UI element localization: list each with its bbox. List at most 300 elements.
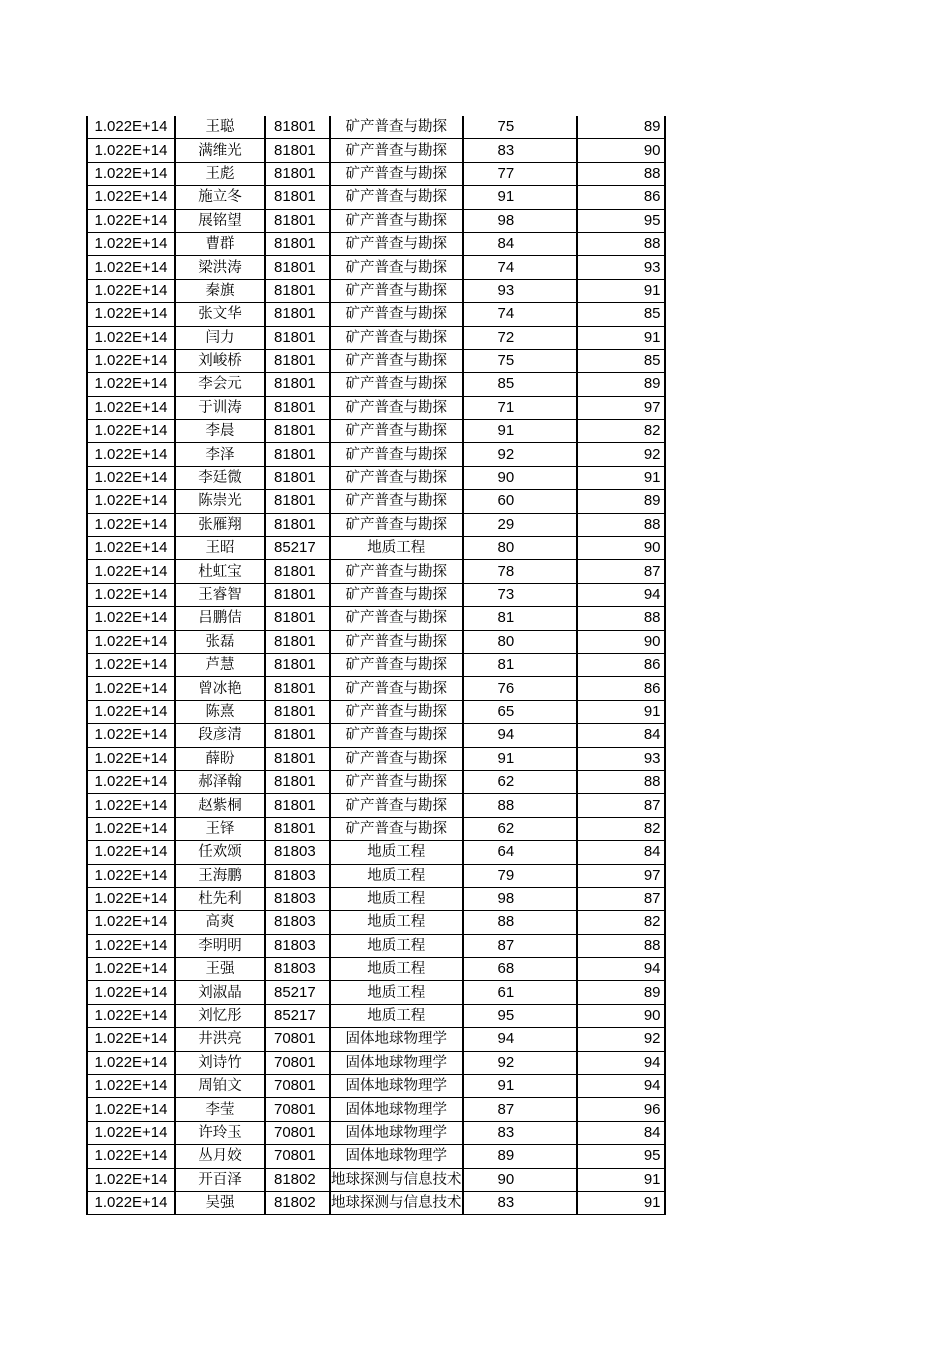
student-id-cell: 1.022E+14 xyxy=(87,279,175,302)
major-name-cell xyxy=(330,724,463,747)
major-name-text: 固体地球物理学 xyxy=(345,1054,447,1071)
score-2-cell: 89 xyxy=(577,373,665,396)
score-1-cell: 92 xyxy=(463,443,577,466)
major-name-cell xyxy=(330,1168,463,1191)
table-row xyxy=(87,1121,665,1144)
table-row xyxy=(87,420,665,443)
student-name-cell: 郝泽翰 xyxy=(175,770,265,793)
table-row xyxy=(87,911,665,934)
student-id-cell: 1.022E+14 xyxy=(87,537,175,560)
major-name-cell xyxy=(330,934,463,957)
student-id-cell: 1.022E+14 xyxy=(87,326,175,349)
table-row xyxy=(87,653,665,676)
student-id-cell: 1.022E+14 xyxy=(87,911,175,934)
score-2-cell: 86 xyxy=(577,186,665,209)
major-name-cell xyxy=(330,162,463,185)
table-row xyxy=(87,981,665,1004)
table-row xyxy=(87,396,665,419)
table-row xyxy=(87,1098,665,1121)
major-name-text: 矿产普查与勘探 xyxy=(345,212,447,229)
table-row xyxy=(87,139,665,162)
score-2-cell: 87 xyxy=(577,560,665,583)
table-row xyxy=(87,279,665,302)
table-row xyxy=(87,794,665,817)
major-code-cell: 81803 xyxy=(265,841,330,864)
student-id-cell: 1.022E+14 xyxy=(87,630,175,653)
table-row xyxy=(87,256,665,279)
major-code-cell: 81801 xyxy=(265,583,330,606)
major-code-cell: 81801 xyxy=(265,373,330,396)
student-id-cell: 1.022E+14 xyxy=(87,1121,175,1144)
student-name-cell: 刘峻桥 xyxy=(175,349,265,372)
student-name-cell: 曹群 xyxy=(175,232,265,255)
major-code-cell: 81801 xyxy=(265,162,330,185)
score-1-cell: 98 xyxy=(463,209,577,232)
major-name-text: 矿产普查与勘探 xyxy=(345,423,447,440)
major-name-cell xyxy=(330,1051,463,1074)
student-name-cell: 李廷微 xyxy=(175,466,265,489)
score-1-cell: 94 xyxy=(463,724,577,747)
student-name-cell: 展铭望 xyxy=(175,209,265,232)
student-name-cell: 周铂文 xyxy=(175,1075,265,1098)
score-2-cell: 88 xyxy=(577,232,665,255)
table-row xyxy=(87,724,665,747)
major-name-text: 矿产普查与勘探 xyxy=(345,142,447,159)
major-name-text: 矿产普查与勘探 xyxy=(345,353,447,370)
major-code-cell: 81801 xyxy=(265,232,330,255)
student-name-cell: 王聪 xyxy=(175,116,265,139)
score-1-cell: 89 xyxy=(463,1145,577,1168)
score-1-cell: 91 xyxy=(463,186,577,209)
score-2-cell: 82 xyxy=(577,817,665,840)
score-2-cell: 82 xyxy=(577,420,665,443)
major-name-text: 地质工程 xyxy=(367,1008,426,1025)
student-name-cell: 薛盼 xyxy=(175,747,265,770)
major-name-cell xyxy=(330,1075,463,1098)
major-name-text: 矿产普查与勘探 xyxy=(345,703,447,720)
student-name-cell: 施立冬 xyxy=(175,186,265,209)
student-name-cell: 杜先利 xyxy=(175,887,265,910)
major-name-text: 矿产普查与勘探 xyxy=(345,329,447,346)
student-id-cell: 1.022E+14 xyxy=(87,1004,175,1027)
major-code-cell: 81801 xyxy=(265,326,330,349)
score-1-cell: 85 xyxy=(463,373,577,396)
student-name-cell: 高爽 xyxy=(175,911,265,934)
major-name-cell xyxy=(330,490,463,513)
student-id-cell: 1.022E+14 xyxy=(87,1145,175,1168)
student-name-cell: 王海鹏 xyxy=(175,864,265,887)
score-2-cell: 97 xyxy=(577,396,665,419)
table-row xyxy=(87,162,665,185)
student-id-cell: 1.022E+14 xyxy=(87,209,175,232)
major-code-cell: 81801 xyxy=(265,700,330,723)
major-name-text: 矿产普查与勘探 xyxy=(345,563,447,580)
score-1-cell: 87 xyxy=(463,934,577,957)
score-2-cell: 91 xyxy=(577,1191,665,1214)
score-1-cell: 68 xyxy=(463,958,577,981)
student-id-cell: 1.022E+14 xyxy=(87,232,175,255)
table-row xyxy=(87,349,665,372)
major-code-cell: 81801 xyxy=(265,466,330,489)
major-name-cell xyxy=(330,560,463,583)
score-2-cell: 92 xyxy=(577,443,665,466)
major-name-text: 地球探测与信息技术 xyxy=(331,1171,462,1188)
major-name-cell xyxy=(330,116,463,139)
student-name-cell: 芦慧 xyxy=(175,653,265,676)
student-id-cell: 1.022E+14 xyxy=(87,396,175,419)
major-code-cell: 81801 xyxy=(265,747,330,770)
student-id-cell: 1.022E+14 xyxy=(87,1098,175,1121)
table-row xyxy=(87,958,665,981)
score-2-cell: 92 xyxy=(577,1028,665,1051)
score-1-cell: 98 xyxy=(463,887,577,910)
major-code-cell: 81803 xyxy=(265,911,330,934)
major-name-text: 矿产普查与勘探 xyxy=(345,633,447,650)
score-1-cell: 94 xyxy=(463,1028,577,1051)
major-name-cell xyxy=(330,887,463,910)
major-name-cell xyxy=(330,864,463,887)
major-name-text: 固体地球物理学 xyxy=(345,1031,447,1048)
student-name-cell: 许玲玉 xyxy=(175,1121,265,1144)
table-row xyxy=(87,209,665,232)
major-name-cell xyxy=(330,958,463,981)
score-1-cell: 65 xyxy=(463,700,577,723)
major-code-cell: 70801 xyxy=(265,1121,330,1144)
table-row xyxy=(87,583,665,606)
table-row xyxy=(87,490,665,513)
major-name-cell xyxy=(330,607,463,630)
student-name-cell: 开百泽 xyxy=(175,1168,265,1191)
student-name-cell: 秦旗 xyxy=(175,279,265,302)
score-2-cell: 91 xyxy=(577,326,665,349)
major-code-cell: 81802 xyxy=(265,1191,330,1214)
student-id-cell: 1.022E+14 xyxy=(87,466,175,489)
score-2-cell: 90 xyxy=(577,1004,665,1027)
major-name-cell xyxy=(330,700,463,723)
major-code-cell: 85217 xyxy=(265,981,330,1004)
major-name-cell xyxy=(330,209,463,232)
major-name-text: 矿产普查与勘探 xyxy=(345,282,447,299)
student-name-cell: 陈熹 xyxy=(175,700,265,723)
score-2-cell: 89 xyxy=(577,116,665,139)
major-name-text: 矿产普查与勘探 xyxy=(345,470,447,487)
score-1-cell: 64 xyxy=(463,841,577,864)
score-1-cell: 88 xyxy=(463,911,577,934)
student-id-cell: 1.022E+14 xyxy=(87,420,175,443)
table-row xyxy=(87,116,665,139)
student-id-cell: 1.022E+14 xyxy=(87,1191,175,1214)
score-2-cell: 91 xyxy=(577,279,665,302)
table-row xyxy=(87,1004,665,1027)
major-name-cell xyxy=(330,981,463,1004)
table-row xyxy=(87,1075,665,1098)
student-name-cell: 闫力 xyxy=(175,326,265,349)
major-name-text: 固体地球物理学 xyxy=(345,1148,447,1165)
major-code-cell: 81801 xyxy=(265,794,330,817)
student-id-cell: 1.022E+14 xyxy=(87,583,175,606)
student-name-cell: 张文华 xyxy=(175,303,265,326)
student-id-cell: 1.022E+14 xyxy=(87,934,175,957)
student-name-cell: 李晨 xyxy=(175,420,265,443)
table-row xyxy=(87,1028,665,1051)
student-id-cell: 1.022E+14 xyxy=(87,794,175,817)
major-name-cell xyxy=(330,1004,463,1027)
student-name-cell: 张磊 xyxy=(175,630,265,653)
score-1-cell: 76 xyxy=(463,677,577,700)
major-name-text: 矿产普查与勘探 xyxy=(345,306,447,323)
major-name-cell xyxy=(330,841,463,864)
student-name-cell: 井洪亮 xyxy=(175,1028,265,1051)
student-id-cell: 1.022E+14 xyxy=(87,958,175,981)
score-2-cell: 94 xyxy=(577,958,665,981)
score-2-cell: 88 xyxy=(577,770,665,793)
score-1-cell: 83 xyxy=(463,139,577,162)
student-name-cell: 张雁翔 xyxy=(175,513,265,536)
student-name-cell: 杜虹宝 xyxy=(175,560,265,583)
major-code-cell: 81801 xyxy=(265,770,330,793)
major-name-text: 矿产普查与勘探 xyxy=(345,587,447,603)
major-name-cell xyxy=(330,186,463,209)
major-name-text: 地质工程 xyxy=(367,891,426,908)
student-id-cell: 1.022E+14 xyxy=(87,186,175,209)
major-code-cell: 70801 xyxy=(265,1075,330,1098)
score-1-cell: 79 xyxy=(463,864,577,887)
score-1-cell: 83 xyxy=(463,1121,577,1144)
score-1-cell: 80 xyxy=(463,630,577,653)
table-row xyxy=(87,630,665,653)
major-name-text: 地质工程 xyxy=(367,844,426,861)
major-code-cell: 81801 xyxy=(265,513,330,536)
major-code-cell: 81801 xyxy=(265,630,330,653)
major-name-text: 矿产普查与勘探 xyxy=(345,727,447,744)
table-row xyxy=(87,817,665,840)
score-2-cell: 89 xyxy=(577,490,665,513)
student-id-cell: 1.022E+14 xyxy=(87,490,175,513)
major-name-cell xyxy=(330,1145,463,1168)
major-name-text: 地球探测与信息技术 xyxy=(331,1195,462,1212)
student-id-cell: 1.022E+14 xyxy=(87,817,175,840)
major-name-cell xyxy=(330,817,463,840)
score-2-cell: 84 xyxy=(577,724,665,747)
score-1-cell: 81 xyxy=(463,607,577,630)
student-id-cell: 1.022E+14 xyxy=(87,443,175,466)
student-id-cell: 1.022E+14 xyxy=(87,1168,175,1191)
student-id-cell: 1.022E+14 xyxy=(87,1051,175,1074)
major-code-cell: 81801 xyxy=(265,420,330,443)
score-1-cell: 62 xyxy=(463,770,577,793)
major-name-cell xyxy=(330,1121,463,1144)
major-name-text: 矿产普查与勘探 xyxy=(345,165,447,182)
major-name-cell xyxy=(330,349,463,372)
major-name-cell xyxy=(330,911,463,934)
major-name-text: 矿产普查与勘探 xyxy=(345,610,447,627)
major-code-cell: 81803 xyxy=(265,934,330,957)
student-id-cell: 1.022E+14 xyxy=(87,349,175,372)
student-name-cell: 陈崇光 xyxy=(175,490,265,513)
score-2-cell: 88 xyxy=(577,607,665,630)
major-name-text: 矿产普查与勘探 xyxy=(345,750,447,767)
student-name-cell: 李泽 xyxy=(175,443,265,466)
major-code-cell: 81801 xyxy=(265,653,330,676)
score-1-cell: 77 xyxy=(463,162,577,185)
score-1-cell: 78 xyxy=(463,560,577,583)
score-2-cell: 88 xyxy=(577,513,665,536)
major-name-text: 地质工程 xyxy=(367,961,426,978)
major-code-cell: 81801 xyxy=(265,139,330,162)
student-name-cell: 王睿智 xyxy=(175,583,265,606)
major-code-cell: 81801 xyxy=(265,817,330,840)
major-name-cell xyxy=(330,1191,463,1214)
major-name-text: 矿产普查与勘探 xyxy=(345,516,447,533)
score-1-cell: 60 xyxy=(463,490,577,513)
major-code-cell: 81801 xyxy=(265,607,330,630)
major-name-text: 地质工程 xyxy=(367,540,426,557)
score-2-cell: 82 xyxy=(577,911,665,934)
table-row xyxy=(87,934,665,957)
score-2-cell: 94 xyxy=(577,583,665,606)
score-1-cell: 84 xyxy=(463,232,577,255)
score-1-cell: 95 xyxy=(463,1004,577,1027)
student-id-cell: 1.022E+14 xyxy=(87,677,175,700)
student-name-cell: 吴强 xyxy=(175,1191,265,1214)
student-name-cell: 曾冰艳 xyxy=(175,677,265,700)
score-2-cell: 89 xyxy=(577,981,665,1004)
table-row xyxy=(87,770,665,793)
major-name-cell xyxy=(330,303,463,326)
score-2-cell: 95 xyxy=(577,1145,665,1168)
table-row xyxy=(87,326,665,349)
major-name-text: 固体地球物理学 xyxy=(345,1124,447,1141)
score-2-cell: 88 xyxy=(577,162,665,185)
student-name-cell: 段彦清 xyxy=(175,724,265,747)
student-name-cell: 李明明 xyxy=(175,934,265,957)
major-name-cell xyxy=(330,677,463,700)
student-name-cell: 刘淑晶 xyxy=(175,981,265,1004)
table-row xyxy=(87,1145,665,1168)
major-code-cell: 81801 xyxy=(265,116,330,139)
major-name-cell xyxy=(330,537,463,560)
major-name-text: 固体地球物理学 xyxy=(345,1078,447,1095)
major-name-text: 矿产普查与勘探 xyxy=(345,446,447,463)
major-code-cell: 70801 xyxy=(265,1051,330,1074)
score-2-cell: 94 xyxy=(577,1075,665,1098)
score-2-cell: 90 xyxy=(577,139,665,162)
major-name-text: 矿产普查与勘探 xyxy=(345,657,447,674)
score-1-cell: 88 xyxy=(463,794,577,817)
score-1-cell: 93 xyxy=(463,279,577,302)
student-id-cell: 1.022E+14 xyxy=(87,303,175,326)
student-id-cell: 1.022E+14 xyxy=(87,724,175,747)
score-1-cell: 87 xyxy=(463,1098,577,1121)
student-name-cell: 王强 xyxy=(175,958,265,981)
table-row xyxy=(87,537,665,560)
student-name-cell: 满维光 xyxy=(175,139,265,162)
score-2-cell: 86 xyxy=(577,677,665,700)
major-name-text: 地质工程 xyxy=(367,914,426,931)
table-row xyxy=(87,186,665,209)
major-name-text: 矿产普查与勘探 xyxy=(345,376,447,393)
score-2-cell: 91 xyxy=(577,700,665,723)
score-1-cell: 74 xyxy=(463,256,577,279)
score-1-cell: 75 xyxy=(463,349,577,372)
score-2-cell: 90 xyxy=(577,537,665,560)
score-2-cell: 85 xyxy=(577,303,665,326)
major-name-text: 矿产普查与勘探 xyxy=(345,680,447,697)
student-name-cell: 任欢颂 xyxy=(175,841,265,864)
major-code-cell: 81801 xyxy=(265,349,330,372)
student-id-cell: 1.022E+14 xyxy=(87,607,175,630)
table-row xyxy=(87,1191,665,1214)
major-name-cell xyxy=(330,396,463,419)
score-1-cell: 29 xyxy=(463,513,577,536)
student-id-cell: 1.022E+14 xyxy=(87,560,175,583)
major-name-text: 矿产普查与勘探 xyxy=(345,399,447,416)
score-2-cell: 87 xyxy=(577,794,665,817)
table-row xyxy=(87,1168,665,1191)
major-code-cell: 70801 xyxy=(265,1028,330,1051)
major-name-cell xyxy=(330,794,463,817)
major-code-cell: 81802 xyxy=(265,1168,330,1191)
major-name-text: 矿产普查与勘探 xyxy=(345,774,447,791)
major-code-cell: 81801 xyxy=(265,186,330,209)
major-name-text: 地质工程 xyxy=(367,937,426,954)
score-1-cell: 91 xyxy=(463,747,577,770)
student-name-cell: 赵紫桐 xyxy=(175,794,265,817)
major-code-cell: 81801 xyxy=(265,279,330,302)
student-name-cell: 李莹 xyxy=(175,1098,265,1121)
score-1-cell: 61 xyxy=(463,981,577,1004)
score-1-cell: 91 xyxy=(463,1075,577,1098)
student-name-cell: 刘诗竹 xyxy=(175,1051,265,1074)
score-2-cell: 86 xyxy=(577,653,665,676)
major-code-cell: 85217 xyxy=(265,537,330,560)
major-name-text: 地质工程 xyxy=(367,867,426,884)
student-id-cell: 1.022E+14 xyxy=(87,139,175,162)
score-1-cell: 73 xyxy=(463,583,577,606)
major-name-cell xyxy=(330,420,463,443)
table-row xyxy=(87,303,665,326)
score-2-cell: 97 xyxy=(577,864,665,887)
major-code-cell: 81801 xyxy=(265,724,330,747)
student-name-cell: 李会元 xyxy=(175,373,265,396)
major-name-cell xyxy=(330,256,463,279)
table-row xyxy=(87,887,665,910)
score-2-cell: 84 xyxy=(577,1121,665,1144)
major-code-cell: 70801 xyxy=(265,1098,330,1121)
student-id-cell: 1.022E+14 xyxy=(87,887,175,910)
major-name-cell xyxy=(330,513,463,536)
major-name-text: 地质工程 xyxy=(367,984,426,1001)
student-id-cell: 1.022E+14 xyxy=(87,770,175,793)
student-name-cell: 于训涛 xyxy=(175,396,265,419)
major-name-text: 矿产普查与勘探 xyxy=(345,493,447,510)
major-name-cell xyxy=(330,232,463,255)
score-2-cell: 95 xyxy=(577,209,665,232)
student-id-cell: 1.022E+14 xyxy=(87,513,175,536)
student-id-cell: 1.022E+14 xyxy=(87,162,175,185)
table-row xyxy=(87,443,665,466)
table-row xyxy=(87,700,665,723)
table-row xyxy=(87,607,665,630)
student-id-cell: 1.022E+14 xyxy=(87,841,175,864)
major-code-cell: 81801 xyxy=(265,443,330,466)
major-name-text: 固体地球物理学 xyxy=(345,1101,447,1118)
table-row xyxy=(87,1051,665,1074)
table-row xyxy=(87,677,665,700)
major-name-cell xyxy=(330,770,463,793)
score-1-cell: 90 xyxy=(463,466,577,489)
major-name-cell xyxy=(330,653,463,676)
